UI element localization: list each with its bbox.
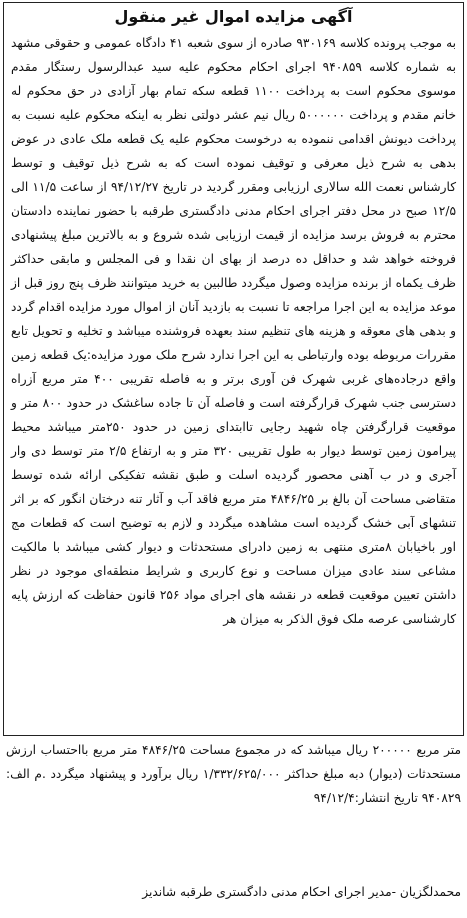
continuation-text: متر مربع ۲۰۰۰۰۰ ریال میباشد که در مجموع مساحت ۴۸۴۶/۲۵ متر مربع بااحتساب ارزش مستحدثات (دیوار) دبه مبلغ حداکثر ۱/۳۳۲/۶۲۵/۰۰۰ ریال برآورد و پیشنهاد میگردد .م الف: ۹۴۰۸۲۹ تاریخ انتشار:۹۴/۱۲/۴ (6, 743, 462, 805)
notice-continuation (6, 738, 461, 810)
notice-box (3, 2, 464, 736)
notice-signature: محمدلگزیان -مدیر اجرای احکام مدنی دادگستری طرقبه شاندیز (142, 885, 461, 899)
notice-title: آگهی مزایده اموال غیر منقول (114, 7, 353, 26)
notice-body-text: به موجب پرونده کلاسه ۹۳۰۱۶۹ صادره از سوی شعبه ۴۱ دادگاه عمومی و حقوقی مشهد به شماره کلاسه ۹۴۰۸۵۹ اجرای احکام محکوم علیه سید عبدالرسول رستگار مقدم موسوی محکوم است به پرداخت ۱۱۰۰ قطعه سکه تمام بهار آزادی در حق محکوم له خانم مقدم و پرداخت ۵۰۰۰۰۰۰ ریال نیم عشر دولتی نظر به اینکه محکوم علیه نسبت به پرداخت دیونش اقدامی ننموده به درخوست محکوم علیه یک قطعه ملک عادی در عوض بدهی به شرح ذیل معرفی و توقیف نموده است که به شرح ذیل توقیف و توسط کارشناس نعمت الله سالاری ارزیابی ومقرر گردید در تاریخ ۹۴/۱۲/۲۷ از ساعت ۱۱/۵ الی ۱۲/۵ صبح در محل دفتر اجرای احکام مدنی دادگستری طرقبه با حضور نماینده دادستان محترم به فروش برسد مزایده از قیمت ارزیابی شده شروع و به بالاترین مبلغ پیشنهادی فروخته خواهد شد و حداقل ده درصد از بهای ان نقدا و فی المجلس و مابقی حداکثر ظرف یکماه از برنده مزایده وصول میگردد طالبین به خرید میتوانند ظرف پنج روز قبل از موعد مزایده به این اجرا مراجعه تا نسبت به بازدید آنان از اموال مورد مزایده اقدام گردد و بدهی های معوقه و هزینه های تنظیم سند بعهده فروشنده میباشد و تخلیه و تحویل تابع مقررات مربوطه بوده وارتباطی به این اجرا ندارد شرح ملک مورد مزایده:یک قطعه زمین واقع درجاده‌های غربی شهرک فن آوری برتر و به فاصله تقریبی ۴۰۰ متر مربع آزراه دسترسی جنب شهرک قرارگرفته است و فاصله آن تا جاده ساغشک در حدود ۸۰۰ متر و موقعیت قرارگرفتن چاه شهید رجایی تاابتدای زمین در حدود ۲۵۰متر میباشد محیط پیرامون زمین توسط دیوار به طول تقریبی ۳۲۰ متر و به ارتفاع ۲/۵ متر توسط دی وار آجری و در ب آهنی محصور گردیده اسلت و طبق نقشه تفکیکی ارائه شده توسط متقاضی مساحت آن بالغ بر ۴۸۴۶/۲۵ متر مربع فاقد آب و آثار تنه درختان انگور که بر اثر تنشهای آبی خشک گردیده است مشاهده میگردد و لازم به توضیح است که قطعات مج اور باخیابان ۸متری منتهی به زمین دادرای مستحدثات و دیوار کشی میباشد با مالکیت مشاعی سند عادی میزان مساحت و نوع کاربری و شرایط منطقه‌ای موجود در نظر داشتن تعیین موقعیت قطعه در نقشه های اجرای مواد ۲۵۶ قانون حفاظت که ارزش پایه کارشناسی عرصه ملک فوق الذکر به میزان هر (11, 36, 457, 626)
notice-body (4, 31, 463, 631)
